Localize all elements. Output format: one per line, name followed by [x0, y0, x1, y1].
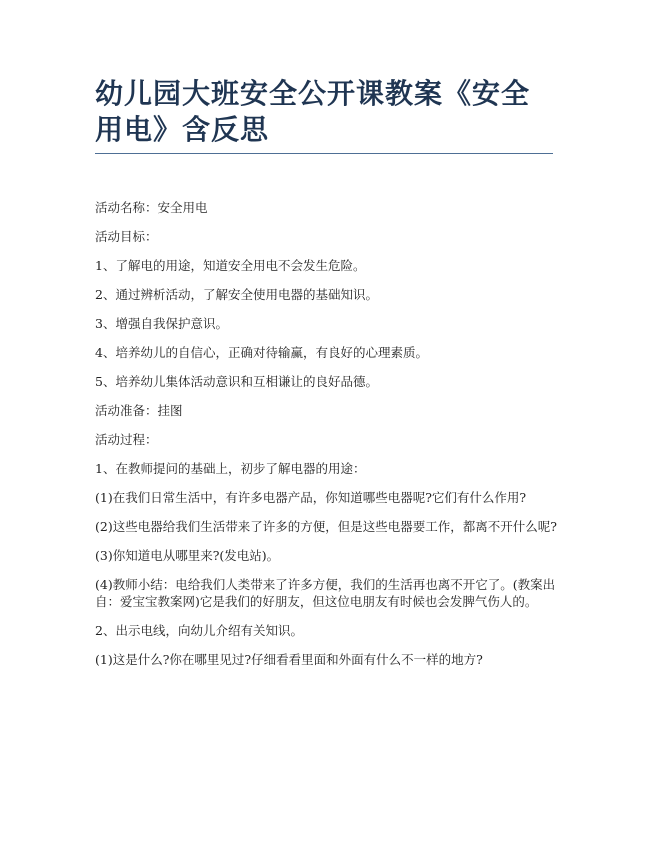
paragraph-goal-4: 4、培养幼儿的自信心，正确对待输赢，有良好的心理素质。 [95, 345, 428, 360]
paragraph-step-1-q3: (3)你知道电从哪里来?(发电站)。 [95, 548, 280, 563]
paragraph-step-1-q1: (1)在我们日常生活中，有许多电器产品，你知道哪些电器呢?它们有什么作用? [95, 490, 527, 505]
paragraph-goal-1: 1、了解电的用途，知道安全用电不会发生危险。 [95, 258, 366, 273]
paragraph-step-2-q1: (1)这是什么?你在哪里见过?仔细看看里面和外面有什么不一样的地方? [95, 652, 483, 667]
paragraph-step-1-summary: (4)教师小结：电给我们人类带来了许多方便，我们的生活再也离不开它了。(教案出自：爱宝宝教案网)它是我们的好朋友，但这位电朋友有时候也会发脾气伤人的。 [95, 577, 556, 609]
document-body [95, 199, 560, 680]
paragraph-goal-5: 5、培养幼儿集体活动意识和互相谦让的良好品德。 [95, 374, 378, 389]
paragraph-goal-3: 3、增强自我保护意识。 [95, 316, 228, 331]
paragraph-step-1: 1、在教师提问的基础上，初步了解电器的用途： [95, 461, 366, 476]
paragraph-preparation: 活动准备：挂图 [95, 403, 183, 418]
title-block [95, 76, 555, 148]
paragraph-goal-2: 2、通过辨析活动，了解安全使用电器的基础知识。 [95, 287, 378, 302]
paragraph-activity-name: 活动名称：安全用电 [95, 200, 208, 215]
paragraph-activity-goals: 活动目标： [95, 229, 158, 244]
document-title: 幼儿园大班安全公开课教案《安全用电》含反思 [95, 77, 531, 146]
title-divider [95, 153, 553, 154]
paragraph-step-2: 2、出示电线，向幼儿介绍有关知识。 [95, 623, 303, 638]
paragraph-step-1-q2: (2)这些电器给我们生活带来了许多的方便，但是这些电器要工作，都离不开什么呢? [95, 519, 557, 534]
paragraph-process: 活动过程： [95, 432, 158, 447]
